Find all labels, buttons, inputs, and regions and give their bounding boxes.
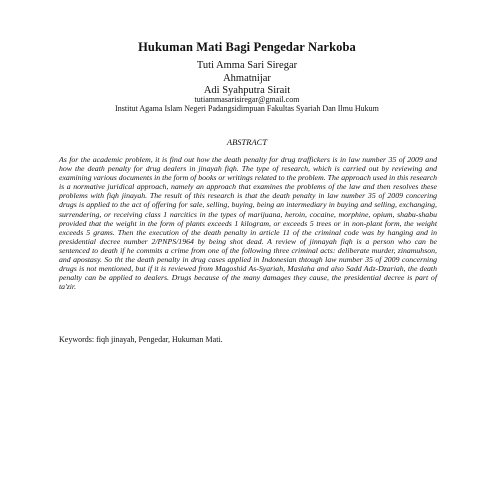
author-name: Ahmatnijar	[223, 72, 271, 84]
author-name: Tuti Amma Sari Siregar	[196, 60, 298, 71]
author-list	[0, 60, 494, 98]
keywords-line: Keywords: fiqh jinayah, Pengedar, Hukuman Mati.	[59, 335, 223, 344]
author-name: Adi Syahputra Sirait	[203, 85, 291, 96]
abstract-body: As for the academic problem, it is find out how the death penalty for drug traffickers is in law number 35 of 2009 and how the death penalty for drug dealers in jinayah fiqh. The type of research, which is carried out by reviewing and examining various documents in the form of books or writings related to the problem. The approach used in this research is a normative juridical approach, namely an approach that examines the problems of the law and then resolves these problems with fiqh jinayah. The result of this research is that the death penalty in law number 35 of 2009 concering drugs is applied to the act of offering for sale, selling, buying, being an intermediary in buying and selling, exchanging, surrendering, or receiving class 1 narcitics in the types of marijuana, heroin, cocaine, morphine, opium, shabu-shabu provided that the weight in the form of plants exceeds 1 kilogram, or exceeds 5 trees or in non-plant form, the weight exceeds 5 grams. Then the execution of the death penalty in article 11 of the criminal code was by hanging and in presidential decree number 2/PNPS/1964 by being shot dead. A review of jinnayah fiqh is a person who can be sentenced to death if he commits a crime from one of the following three criminal acts: deliberate murder, zinamuhson, and apostasy. So tht the death penalty in drug cases applied in Indonesian thtough law number 35 of 2009 concerning drugs is not mentioned, but if it is reviewed from Magoshid As-Syariah, Maslaha and also Sadd Adz-Dzariah, the death penalty can be applied to dealers. Drugs because of the many damages they cause, the presidential decree is part of ta'zir.	[59, 155, 437, 292]
abstract-heading: ABSTRACT	[226, 137, 268, 147]
paper-title: Hukuman Mati Bagi Pengedar Narkoba	[138, 40, 356, 54]
author-institution: Institut Agama Islam Negeri Padangsidimpuan Fakultas Syariah Dan Ilmu Hukum	[115, 104, 379, 113]
author-email: tutiammasarisiregar@gmail.com	[194, 95, 300, 104]
